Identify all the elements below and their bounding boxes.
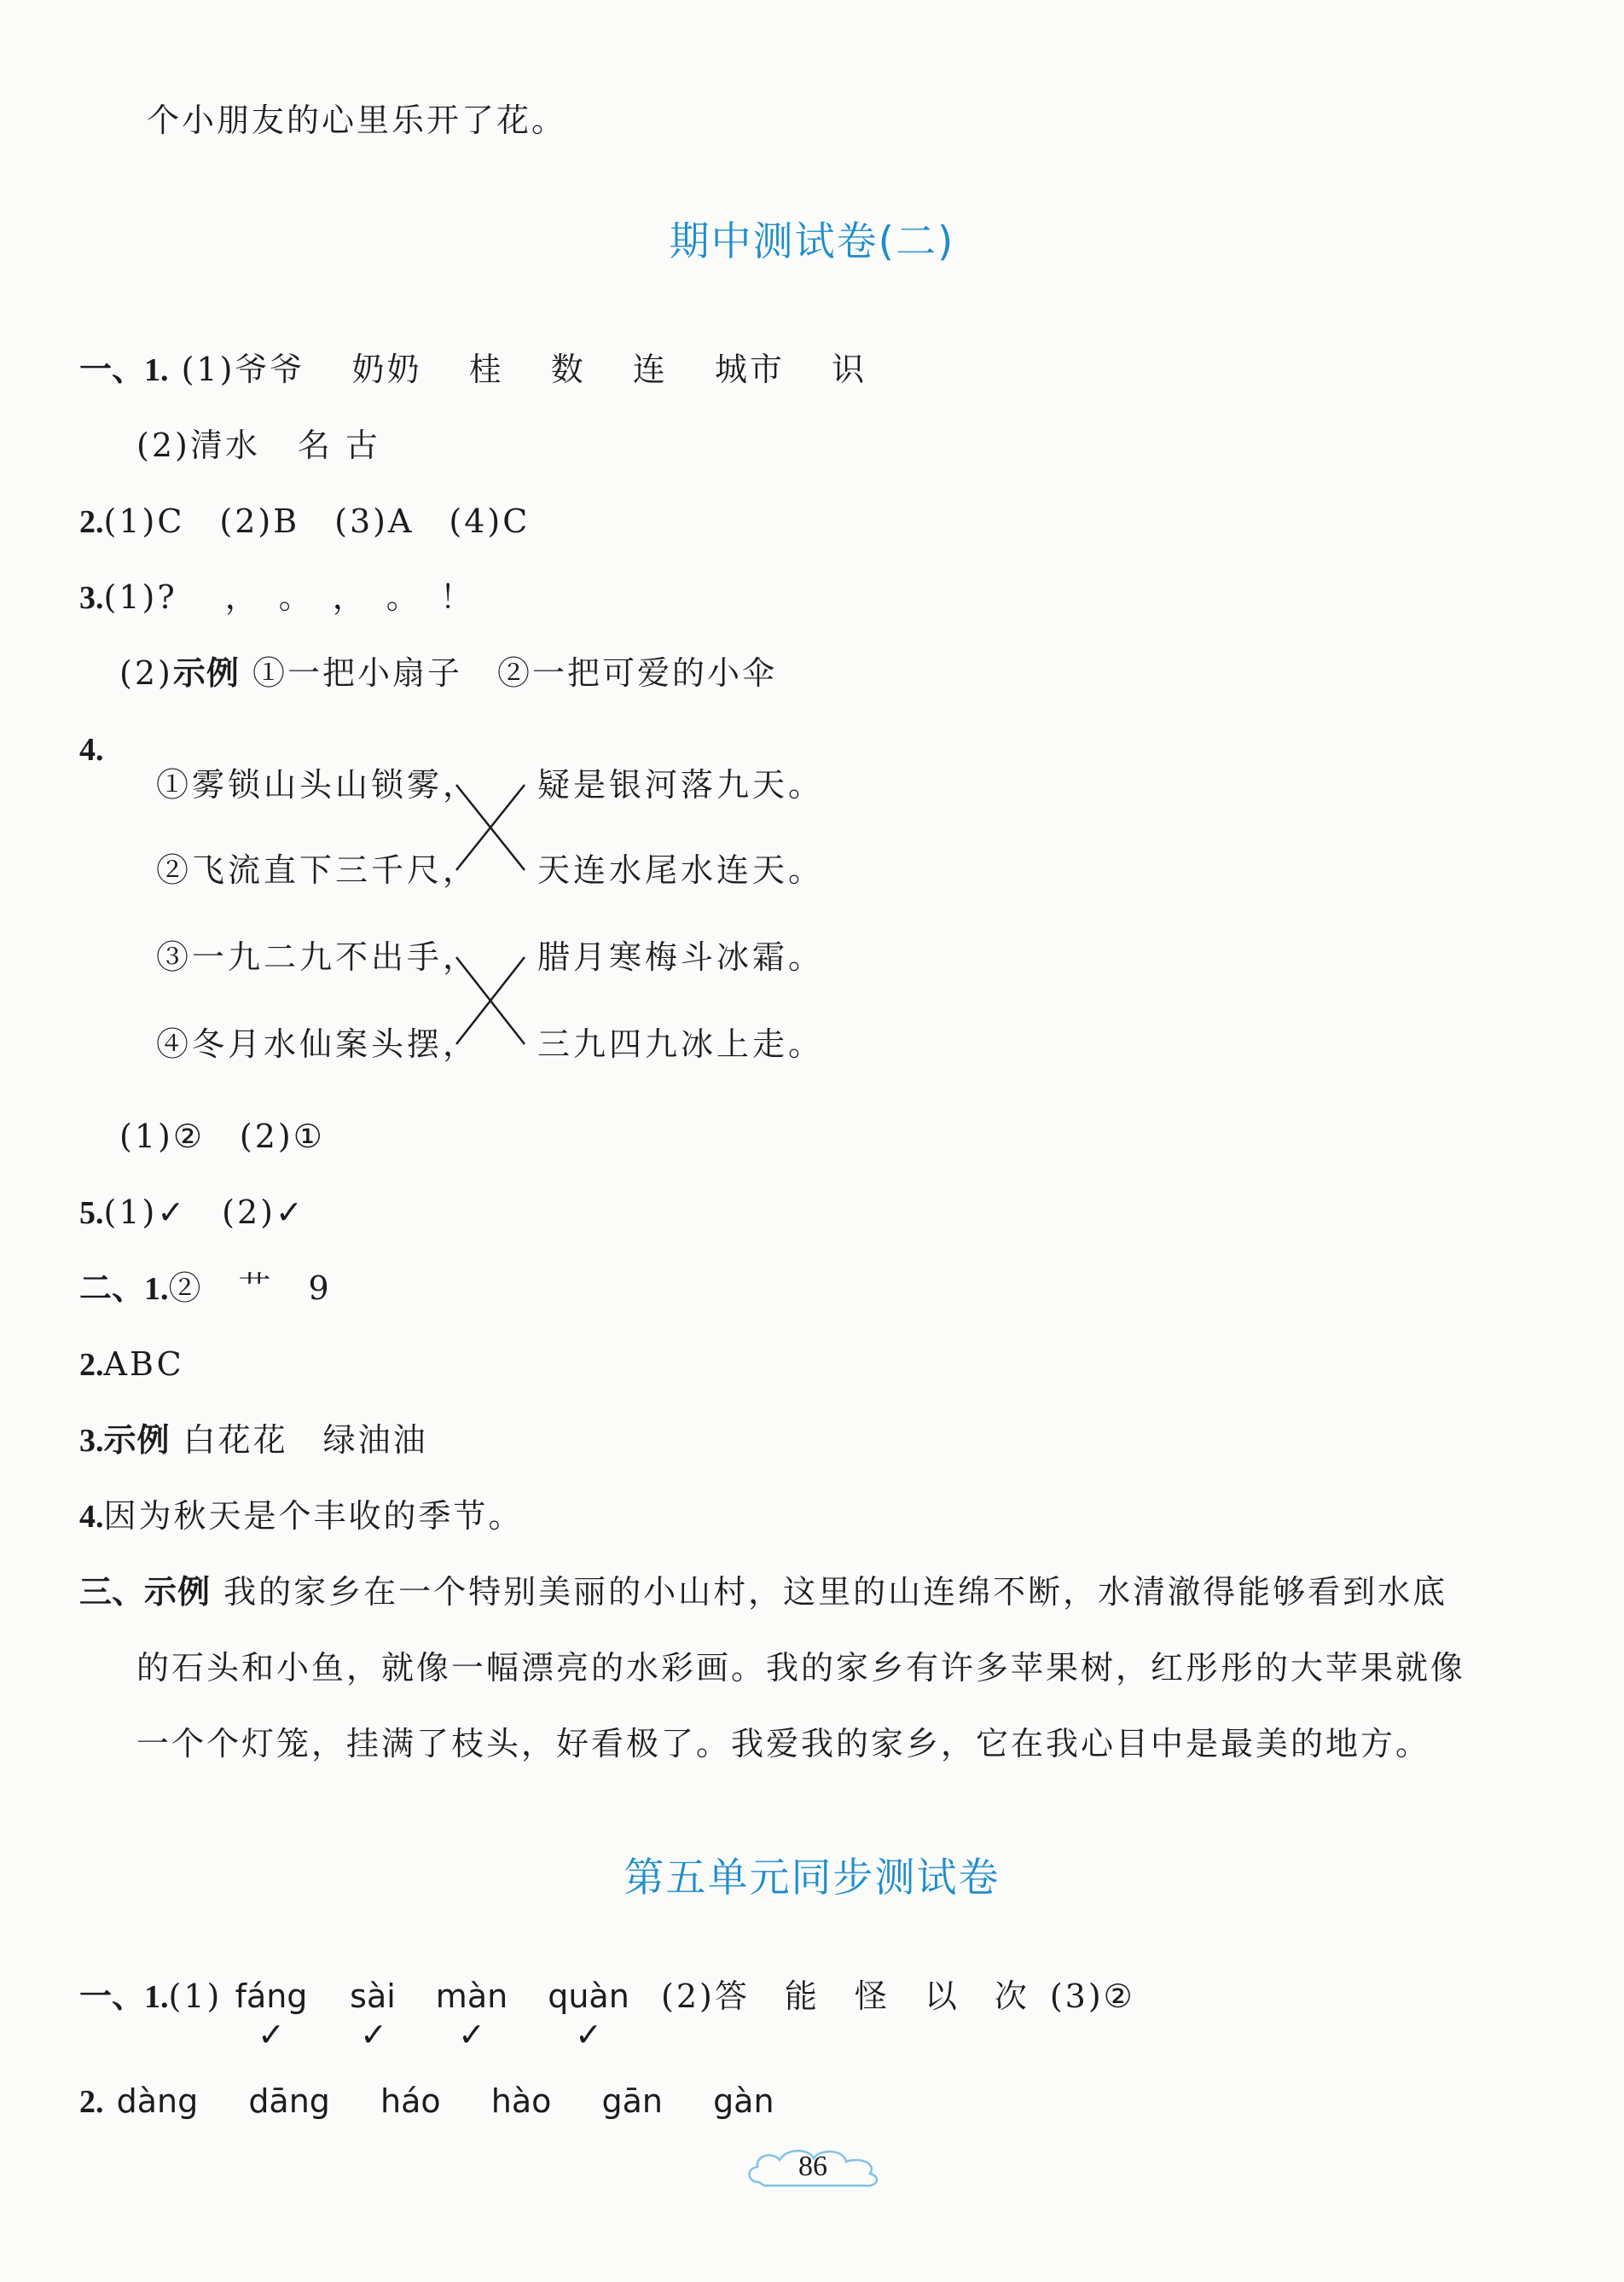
- pinyin-sai: sài: [350, 1977, 396, 2015]
- check-mark-2: ✓: [360, 2016, 387, 2053]
- part2-q3: 3.示例 白花花 绿油油: [79, 1421, 428, 1459]
- unit5-q1-sub2: (2)答 能 怪 以 次 (3)②: [661, 1977, 1135, 2015]
- check-mark-4: ✓: [575, 2016, 602, 2053]
- poem-right-1: 疑是银河落九天。: [537, 766, 825, 804]
- part1-q4-number: 4.: [79, 732, 104, 768]
- pinyin-fang: fáng: [235, 1977, 308, 2015]
- pinyin-man: màn: [435, 1977, 508, 2015]
- pinyin-quan: quàn: [548, 1977, 629, 2015]
- continued-text-line: 个小朋友的心里乐开了花。: [147, 102, 567, 139]
- page-number: 86: [798, 2151, 827, 2182]
- part3-line1: 三、示例 我的家乡在一个特别美丽的小山村，这里的山连绵不断，水清澈得能够看到水底: [79, 1573, 1448, 1611]
- part1-q4-answer: (1)② (2)①: [119, 1118, 325, 1155]
- matching-lines: [444, 768, 537, 1066]
- poem-left-3: ③一九二九不出手，: [156, 938, 479, 976]
- section-title-midterm: 期中测试卷(二): [669, 218, 955, 265]
- part1-q1-line2: (2)清水 名 古: [136, 427, 380, 464]
- unit5-q1-head: 一、1.(1): [79, 1977, 223, 2015]
- part3-line3: 一个个灯笼，挂满了枝头，好看极了。我爱我的家乡，它在我心目中是最美的地方。: [136, 1725, 1431, 1762]
- part2-q1: 二、1.② 艹 9: [79, 1269, 332, 1307]
- part1-q3-line1: 3.(1)? ， 。 ， 。 ！: [79, 578, 475, 616]
- part1-q5: 5.(1)✓ (2)✓: [79, 1193, 305, 1231]
- part2-q2: 2.ABC: [79, 1345, 184, 1383]
- poem-left-2: ②飞流直下三千尺，: [156, 851, 479, 889]
- page-number-badge: [740, 2143, 885, 2191]
- poem-right-3: 腊月寒梅斗冰霜。: [537, 938, 825, 976]
- part2-q4: 4.因为秋天是个丰收的季节。: [79, 1497, 524, 1535]
- poem-right-2: 天连水尾水连天。: [537, 851, 825, 889]
- poem-right-4: 三九四九冰上走。: [537, 1025, 825, 1063]
- section-title-unit5: 第五单元同步测试卷: [624, 1855, 1000, 1902]
- poem-left-1: ①雾锁山头山锁雾，: [156, 766, 479, 804]
- part1-q1-line1: 一、1. (1)爷爷 奶奶 桂 数 连 城市 识: [79, 351, 867, 388]
- part1-q3-line2: (2)示例 ①一把小扇子 ②一把可爱的小伞: [119, 654, 777, 692]
- poem-left-4: ④冬月水仙案头摆，: [156, 1025, 479, 1063]
- check-mark-3: ✓: [458, 2016, 485, 2053]
- part1-q2: 2.(1)C (2)B (3)A (4)C: [79, 502, 531, 540]
- part3-line2: 的石头和小鱼，就像一幅漂亮的水彩画。我的家乡有许多苹果树，红彤彤的大苹果就像: [136, 1649, 1466, 1687]
- check-mark-1: ✓: [258, 2016, 285, 2053]
- unit5-q2: 2. dàng dāng háo hào gān gàn: [79, 2082, 774, 2120]
